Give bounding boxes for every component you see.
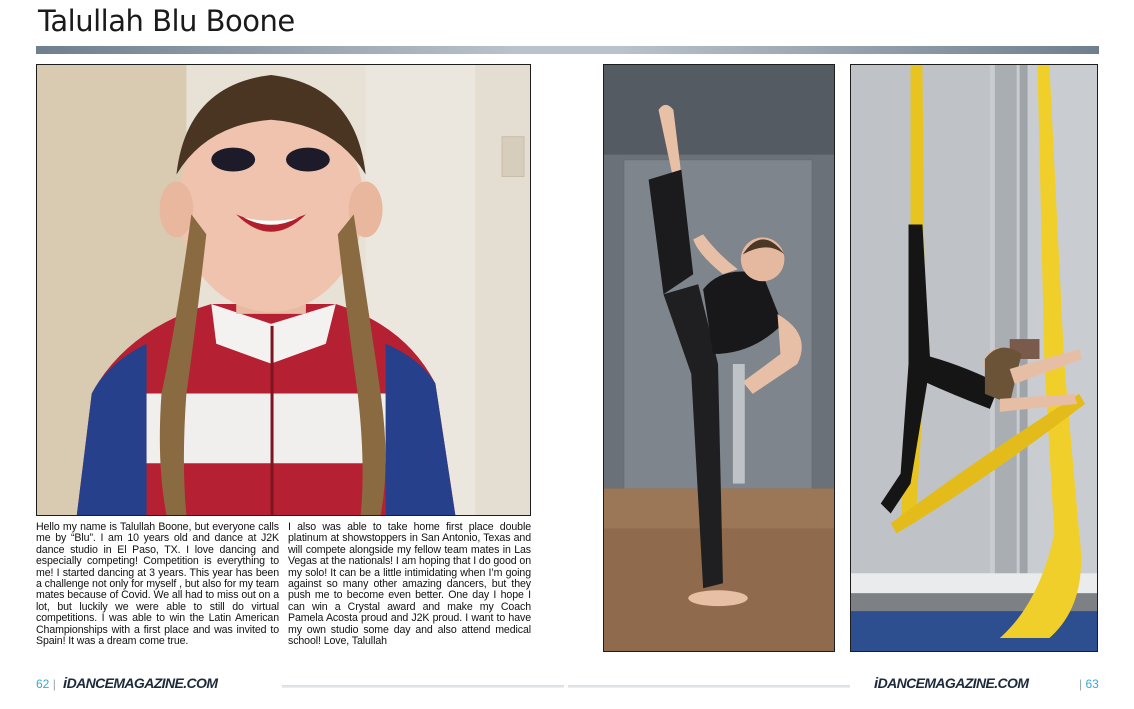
right-page-number-value: 63 [1085,677,1099,691]
brand-magazine: MAGAZINE [113,675,184,691]
brand-logo-left [63,675,217,692]
portrait-photo [36,64,531,516]
brand-com: .COM [183,675,218,691]
brand-i: i [63,675,67,692]
footer-rule-left [282,685,564,688]
brand-dance: DANCE [66,675,114,691]
right-page-separator: | [1079,677,1083,691]
brand-dance: DANCE [877,675,925,691]
footer-rule-right [568,685,850,688]
brand-i: i [874,675,878,692]
brand-logo-right [874,675,1028,692]
brand-magazine: MAGAZINE [924,675,995,691]
dance-pose-photo [603,64,835,652]
brand-com: .COM [994,675,1029,691]
article-column-2: I also was able to take home first place double platinum at showstoppers in San Antonio, Texas and will compete alongside my fellow team mates in Las Vegas at the nationals! I am hoping that I do good on my solo! It can be a little intimidating when I’m going against so many other amazing dancers, but they push me to become even better. One day I hope I can win a Crystal award and make my Coach Pamela Acosta proud and J2K proud. I want to have my own studio some day and also attend medical school! Love, Talullah [288,521,531,648]
article-column-1: Hello my name is Talullah Boone, but everyone calls me by “Blu”. I am 10 years old and dance at J2K dance studio in El Paso, TX. I love dancing and especially competing! Competition is everything to me! I started dancing at 3 years. This year has been a challenge not only for myself , but also for my team mates because of Covid. We all had to miss out on a lot, but luckily we were able to still do virtual competitions. I was able to win the Latin American Championships with a first place and was invited to Spain! It was a dream come true. [36,521,279,648]
page-title: Talullah Blu Boone [38,4,295,38]
right-page-number [1079,677,1099,691]
aerial-silks-photo [850,64,1098,652]
left-page-number [36,677,56,691]
header-rule [36,46,1099,54]
left-page-number-value: 62 [36,677,50,691]
left-page-separator: | [52,677,56,691]
